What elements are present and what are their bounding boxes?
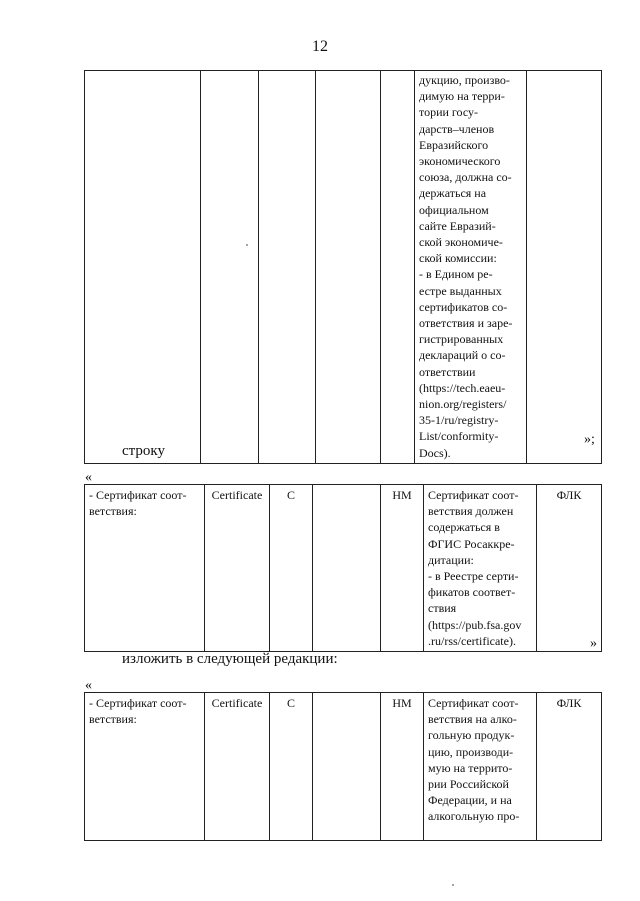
description-line: содержаться в — [428, 520, 500, 535]
description-line: .ru/rss/certificate). — [428, 633, 516, 648]
description-line: ФГИС Росаккре- — [428, 536, 515, 551]
description-line: естре выданных — [419, 283, 502, 298]
name-cell — [85, 693, 205, 841]
control-cell: ФЛК — [537, 693, 602, 841]
multiplicity-cell — [313, 693, 381, 841]
description-line: гольную продук- — [428, 728, 515, 743]
control-cell: ФЛК — [537, 485, 602, 652]
status-cell: НМ — [381, 485, 424, 652]
description-line: рии Российской — [428, 777, 509, 792]
description-line: дитации: — [428, 552, 474, 567]
top-name-cell — [85, 71, 201, 464]
description-line: (https://pub.fsa.gov — [428, 617, 522, 632]
code-cell: Certificate — [205, 693, 270, 841]
description-line: Сертификат соот- — [428, 696, 519, 710]
scan-speck — [246, 244, 248, 246]
opening-quote: « — [85, 678, 92, 693]
closing-quote: » — [590, 636, 597, 651]
description-line: экономического — [419, 154, 501, 169]
top-description-cell — [415, 71, 527, 464]
description-line: дарств–членов — [419, 121, 495, 136]
name-line: - Сертификат соот- — [89, 488, 187, 502]
description-line: деклараций о со- — [419, 348, 506, 363]
top-type-cell — [259, 71, 316, 464]
description-line: димую на терри- — [419, 89, 505, 104]
name-line: ветствия: — [89, 712, 137, 727]
description-line: - в Реестре серти- — [428, 569, 519, 584]
name-cell — [85, 485, 205, 652]
description-line: гистрированных — [419, 332, 504, 347]
description-line: цию, производи- — [428, 744, 514, 759]
top-code-cell — [201, 71, 259, 464]
description-cell — [424, 693, 537, 841]
description-line: Сертификат соот- — [428, 488, 519, 502]
description-line: Docs). — [419, 445, 451, 460]
description-line: Евразийского — [419, 137, 489, 152]
description-line: nion.org/registers/ — [419, 397, 507, 412]
old-wording-table — [84, 484, 602, 652]
instruction-line: изложить в следующей редакции: — [122, 651, 338, 667]
description-line: алкогольную про- — [428, 809, 520, 824]
description-line: - в Едином ре- — [419, 267, 493, 282]
description-line: ской экономиче- — [419, 235, 503, 250]
opening-quote: « — [85, 470, 92, 485]
instruction-line: строку — [122, 443, 165, 459]
description-line: ветствия на алко- — [428, 712, 517, 727]
description-line: Федерации, и на — [428, 793, 512, 808]
description-cell — [424, 485, 537, 652]
description-line: официальном — [419, 202, 489, 217]
name-line: - Сертификат соот- — [89, 696, 187, 710]
top-table — [84, 70, 602, 464]
description-line: дукцию, произво- — [419, 73, 510, 87]
type-cell: С — [270, 693, 313, 841]
description-line: ответствии — [419, 364, 476, 379]
description-line: ской комиссии: — [419, 251, 497, 266]
page-number: 12 — [312, 38, 328, 55]
description-line: держаться на — [419, 186, 487, 201]
scan-speck — [452, 884, 454, 886]
description-line: союза, должна со- — [419, 170, 512, 185]
multiplicity-cell — [313, 485, 381, 652]
description-line: сертификатов со- — [419, 299, 508, 314]
description-line: тории госу- — [419, 105, 479, 120]
new-wording-table — [84, 692, 602, 841]
top-control-cell — [527, 71, 602, 464]
description-line: ветствия должен — [428, 504, 514, 519]
description-line: 35-1/ru/registry- — [419, 413, 499, 428]
name-line: ветствия: — [89, 504, 137, 519]
top-multiplicity-cell — [316, 71, 381, 464]
status-cell: НМ — [381, 693, 424, 841]
description-line: ответствия и заре- — [419, 316, 513, 331]
description-line: фикатов соответ- — [428, 585, 516, 600]
top-status-cell — [381, 71, 415, 464]
description-line: сайте Евразий- — [419, 218, 496, 233]
description-line: (https://tech.eaeu- — [419, 380, 506, 395]
description-line: List/conformity- — [419, 429, 499, 444]
code-cell: Certificate — [205, 485, 270, 652]
type-cell: С — [270, 485, 313, 652]
description-line: ствия — [428, 601, 457, 616]
closing-quote-semicolon: »; — [584, 432, 595, 447]
description-line: мую на террито- — [428, 760, 513, 775]
